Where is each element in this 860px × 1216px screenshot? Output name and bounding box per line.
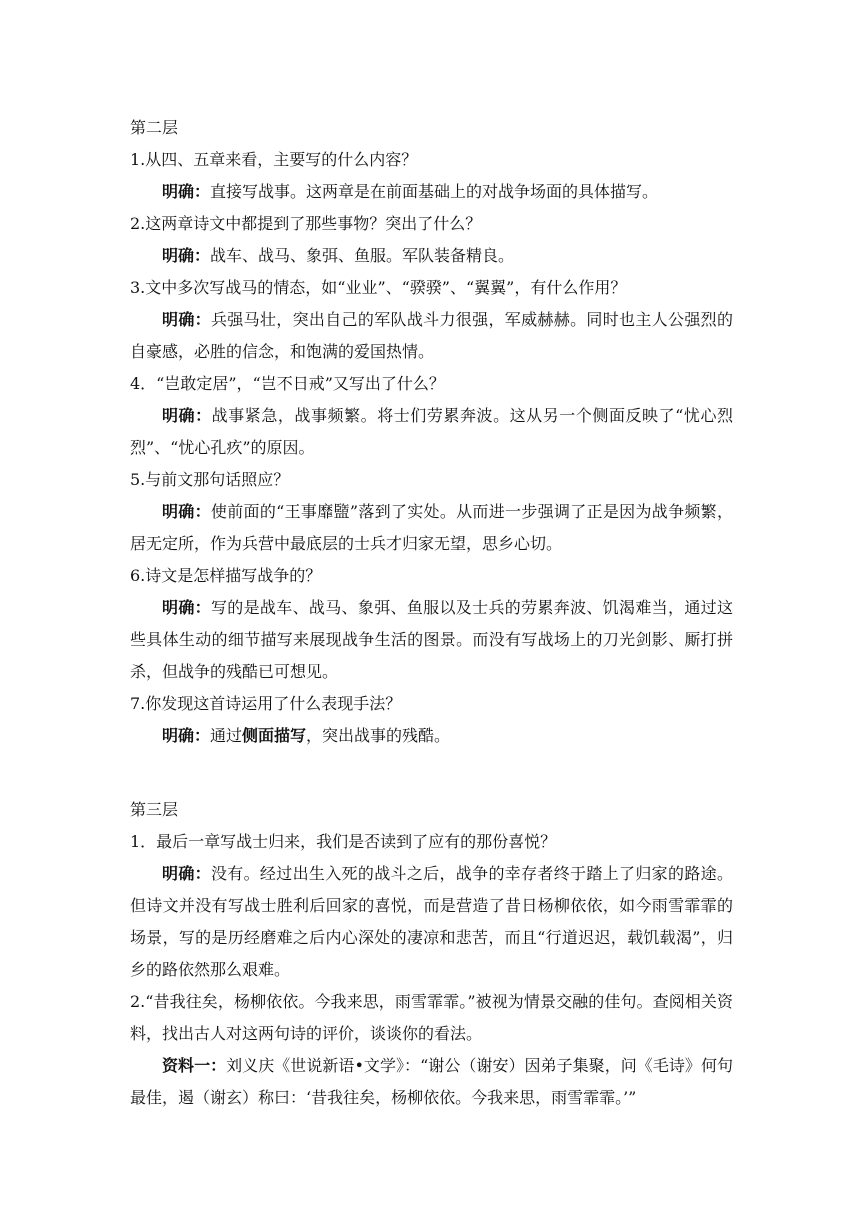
document-body [130,112,733,1114]
material-text: 刘义庆《世说新语•文学》：“谢公（谢安）因弟子集聚，问《毛诗》何句最佳，遏（谢玄）称曰：‘昔我往矣，杨柳依依。今我来思，雨雪霏霏。’” [130,1056,733,1107]
answer-text: 写的是战车、战马、象弭、鱼服以及士兵的劳累奔波、饥渴难当，通过这些具体生动的细节描写来展现战争生活的图景。而没有写战场上的刀光剑影、厮打拼杀，但战争的残酷已可想见。 [130,598,733,681]
answer-text: ，突出战事的残酷。 [306,726,451,745]
qa-item-s3-2 [130,986,733,1050]
answer-label: 明确： [162,598,211,617]
qa-item-2 [130,208,733,272]
answer-text: 通过 [210,726,243,745]
answer-paragraph [130,496,733,560]
qa-item-1 [130,144,733,208]
qa-item-4 [130,368,733,464]
answer-label: 明确： [162,864,211,883]
answer-paragraph [130,240,733,272]
qa-item-6 [130,560,733,688]
material-paragraph [130,1050,733,1114]
answer-text: 使前面的“王事靡盬”落到了实处。从而进一步强调了正是因为战争频繁，居无定所，作为兵营中最底层的士兵才归家无望，思乡心切。 [130,502,733,553]
answer-text: 直接写战事。这两章是在前面基础上的对战争场面的具体描写。 [210,182,659,201]
question-paragraph: 2.“昔我往矣，杨柳依依。今我来思，雨雪霏霏。”被视为情景交融的佳句。查阅相关资料，找出古人对这两句诗的评价，谈谈你的看法。 [130,992,733,1043]
answer-emphasis: 侧面描写 [242,726,307,745]
qa-item-3 [130,272,733,368]
answer-paragraph [130,720,733,752]
answer-paragraph [130,304,733,368]
question-text: 3.文中多次写战马的情态，如“业业”、“骙骙”、“翼翼”，有什么作用？ [130,278,627,297]
answer-paragraph [130,592,733,688]
answer-text: 战车、战马、象弭、鱼服。军队装备精良。 [210,246,515,265]
answer-text: 兵强马壮，突出自己的军队战斗力很强，军威赫赫。同时也主人公强烈的自豪感，必胜的信念，和饱满的爱国热情。 [130,310,733,361]
question-text: 6.诗文是怎样描写战争的？ [130,566,322,585]
question-text: 2.这两章诗文中都提到了那些事物？突出了什么？ [130,214,482,233]
answer-label: 明确： [162,246,211,265]
question-text: 1.从四、五章来看，主要写的什么内容？ [130,150,418,169]
answer-paragraph [130,176,733,208]
section-heading-2: 第二层 [130,118,179,137]
answer-text: 战事紧急，战事频繁。将士们劳累奔波。这从另一个侧面反映了“忧心烈烈”、“忧心孔疚”的原因。 [130,406,733,457]
answer-paragraph [130,400,733,464]
answer-label: 明确： [162,502,211,521]
answer-label: 明确： [162,726,211,745]
answer-text: 没有。经过出生入死的战斗之后，战争的幸存者终于踏上了归家的路途。但诗文并没有写战士胜利后回家的喜悦，而是营造了昔日杨柳依依，如今雨雪霏霏的场景，写的是历经磨难之后内心深处的凄凉和悲苦，而且“行道迟迟，载饥载渴”，归乡的路依然那么艰难。 [130,864,733,979]
answer-label: 明确： [162,182,211,201]
answer-label: 明确： [162,310,211,329]
section-heading-3: 第三层 [130,800,179,819]
question-text: 1．最后一章写战士归来，我们是否读到了应有的那份喜悦？ [130,832,557,851]
qa-item-s3-1 [130,826,733,986]
answer-paragraph [130,858,733,986]
question-text: 5.与前文那句话照应？ [130,470,290,489]
qa-item-5 [130,464,733,560]
question-text: 7.你发现这首诗运用了什么表现手法？ [130,694,402,713]
section-spacer [130,752,733,794]
answer-label: 明确： [162,406,212,425]
qa-item-7 [130,688,733,752]
material-label: 资料一： [162,1056,227,1075]
question-text: 4．“岂敢定居”，“岂不日戒”又写出了什么？ [130,374,445,393]
